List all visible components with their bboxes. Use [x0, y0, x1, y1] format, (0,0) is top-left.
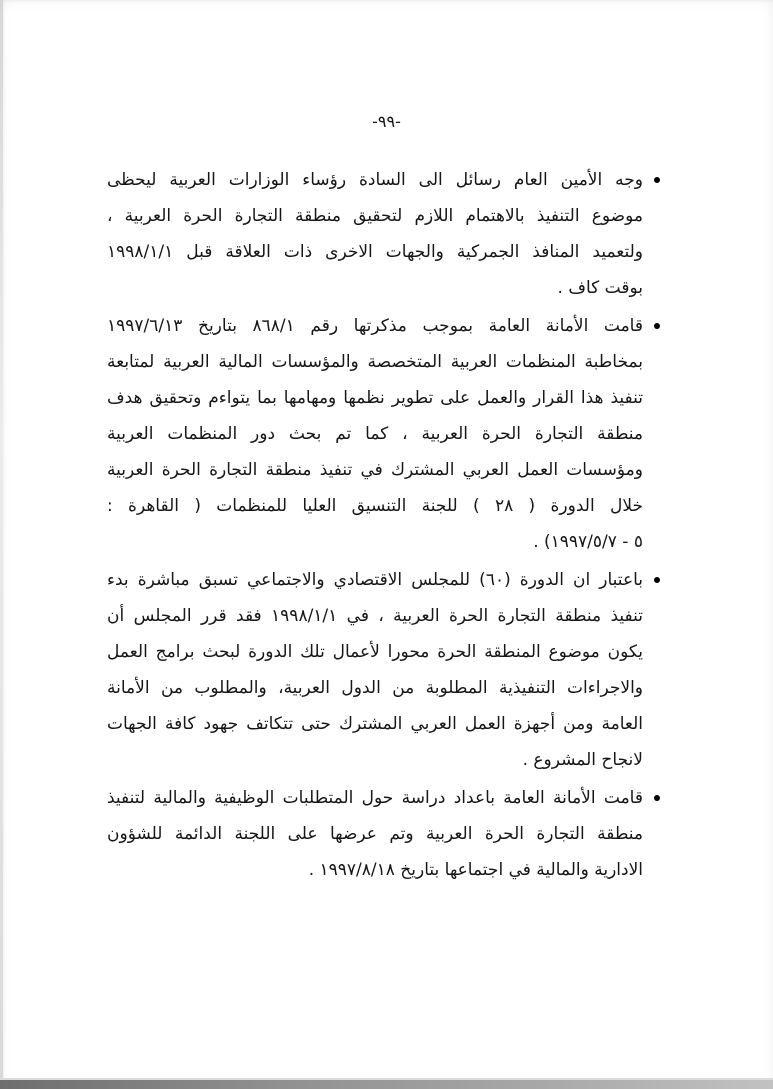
text-line: موضوع التنفيذ بالاهتمام اللازم لتحقيق منطقة التجارة الحرة العربية ، [107, 206, 643, 226]
page-number: -٩٩- [372, 112, 401, 131]
bullet-item [107, 780, 663, 888]
text-line: قامت الأمانة العامة باعداد دراسة حول المتطلبات الوظيفية والمالية لتنفيذ [107, 788, 643, 808]
text-line: بمخاطبة المنظمات العربية المتخصصة والمؤسسات المالية العربية لمتابعة [107, 352, 643, 372]
bullet-list [107, 162, 663, 888]
text-line: قامت الأمانة العامة بموجب مذكرتها رقم ٨٦٨/١ بتاريخ ١٩٩٧/٦/١٣ [107, 316, 643, 336]
document-body [107, 162, 663, 890]
text-line: والاجراءات التنفيذية المطلوبة من الدول العربية، والمطلوب من الأمانة [107, 678, 643, 698]
text-line: ٥ - ١٩٩٧/٥/٧) . [533, 532, 643, 552]
text-line: منطقة التجارة الحرة العربية ، كما تم بحث دور المنظمات العربية [107, 424, 643, 444]
text-line: العامة ومن أجهزة العمل العربي المشترك حتى تتكاتف جهود كافة الجهات [107, 714, 643, 734]
bullet-item [107, 308, 663, 560]
text-line: الادارية والمالية في اجتماعها بتاريخ ١٩٩٧/٨/١٨ . [308, 860, 643, 880]
text-line: تنفيذ منطقة التجارة الحرة العربية ، في ١٩٩٨/١/١ فقد قرر المجلس أن [107, 606, 643, 626]
text-line: باعتبار ان الدورة (٦٠) للمجلس الاقتصادي والاجتماعي تسبق مباشرة بدء [107, 570, 643, 590]
text-line: خلال الدورة ( ٢٨ ) للجنة التنسيق العليا للمنظمات ( القاهرة : [107, 496, 643, 516]
scan-edge-left [0, 0, 3, 1089]
bullet-item [107, 162, 663, 306]
text-line: يكون موضوع المنطقة الحرة محورا لأعمال تلك الدورة لبحث برامج العمل [107, 642, 643, 662]
text-line: منطقة التجارة الحرة العربية وتم عرضها على اللجنة الدائمة للشؤون [107, 824, 643, 844]
bullet-icon [654, 795, 660, 801]
text-line: ولتعميد المنافذ الجمركية والجهات الاخرى ذات العلاقة قبل ١٩٩٨/١/١ [107, 242, 643, 262]
bullet-item [107, 562, 663, 778]
text-line: تنفيذ هذا القرار والعمل على تطوير نظمها ومهامها بما يتواءم وتحقيق هدف [107, 388, 643, 408]
text-line: ومؤسسات العمل العربي المشترك في تنفيذ منطقة التجارة الحرة العربية [107, 460, 643, 480]
text-line: بوقت كاف . [557, 278, 643, 298]
bullet-icon [654, 577, 660, 583]
scan-edge-bottom [0, 1078, 773, 1089]
text-line: وجه الأمين العام رسائل الى السادة رؤساء الوزارات العربية ليحظى [107, 170, 643, 190]
bullet-icon [654, 177, 660, 183]
bullet-icon [654, 323, 660, 329]
text-line: لانجاح المشروع . [522, 750, 643, 770]
